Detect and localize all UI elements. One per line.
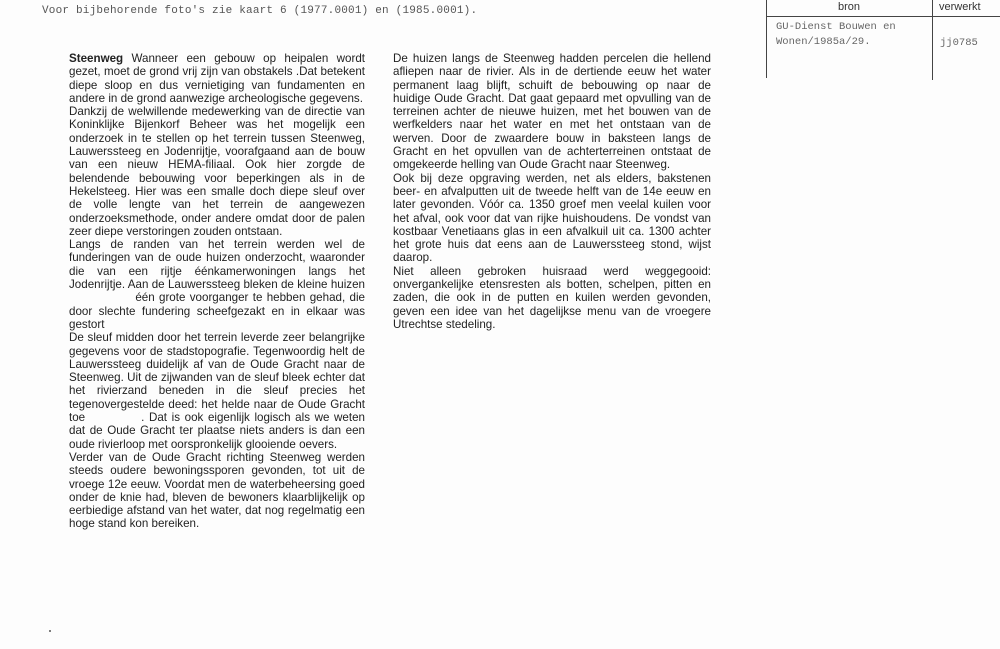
paragraph-text: Wanneer een gebouw op heipalen wordt gezet, moet de grond vrij zijn van obstakels .Dat betekent diepe sloop en dus vernietiging van fundamenten en andere in de grond aanwezige archeologische gegevens. (69, 52, 365, 105)
table-border-left (766, 0, 767, 78)
paragraph: Dankzij de welwillende medewerking van de directie van Koninklijke Bijenkorf Beheer was het mogelijk een onderzoek in te stellen op het terrein tussen Steenweg, Lauwerssteeg en Jodenrijtje, voorafgaand aan de bouw van een nieuw HEMA-filiaal. Ook hier zorgde de belendende bebouwing voor beperkingen als in de Hekelsteeg. Hier was een smalle doch diepe sleuf over de volle lengte van het terrein de aangewezen onderzoeksmethode, onder andere omdat door de palen zeer diepe verstoringen zouden ontstaan. (69, 105, 365, 238)
table-header-bron: bron (838, 1, 861, 13)
article-column-left (69, 52, 365, 531)
source-verwerkt-value: jj0785 (940, 37, 978, 49)
paragraph-text: één grote voorganger te hebben gehad, die door slechte fundering scheefgezakt en in elkaar was gestort (69, 291, 365, 331)
paragraph-text: De sleuf midden door het terrein leverde zeer belangrijke gegevens voor de stadstopografie. Tegenwoordig helt de Lauwerssteeg duidelijk af van de Oude Gracht naar de Steenweg. Uit de zijwanden van de sleuf bleek echter dat het rivierzand beneden in die sleuf precies het tegenovergestelde deed: het helde naar de Oude Gracht toe (69, 331, 365, 425)
source-bron-line-2: Wonen/1985a/29. (776, 36, 871, 48)
table-column-divider (932, 0, 933, 80)
paragraph (69, 238, 365, 331)
paragraph: Niet alleen gebroken huisraad werd weggegooid: onvergankelijke etensresten als botten, schelpen, pitten en zaden, die ook in de putten en kuilen werden gevonden, geven een idee van het dagelijkse menu van de vroegere Utrechtse stedeling. (393, 264, 711, 331)
paragraph-text: . Dat is ook eigenlijk logisch als we weten dat de Oude Gracht ter plaatse niets anders is dan een oude rivierloop met oorspronkelijk glooiende oevers. (69, 411, 365, 451)
scan-speck (49, 630, 51, 632)
photo-reference-line: Voor bijbehorende foto's zie kaart 6 (1977.0001) en (1985.0001). (42, 5, 478, 17)
paragraph (69, 52, 365, 105)
paragraph: Verder van de Oude Gracht richting Steenweg werden steeds oudere bewoningssporen gevonden, tot uit de vroege 12e eeuw. Voordat men de waterbeheersing goed onder de knie had, bleven de bewoners klaarblijkelijk op eerbiedige afstand van het water, dat nog regelmatig een hoge stand kon bereiken. (69, 450, 365, 531)
paragraph-text: Langs de randen van het terrein werden wel de funderingen van de oude huizen onderzocht, waaronder die van een rijtje éénkamerwoningen langs het Jodenrijtje. Aan de Lauwerssteeg bleken de kleine huizen (69, 238, 365, 292)
table-header-verwerkt: verwerkt (939, 1, 981, 13)
source-table (766, 0, 1000, 78)
paragraph: Ook bij deze opgraving werden, net als elders, bakstenen beer- en afvalputten uit de tweede helft van de 14e eeuw en later gevonden. Vóór ca. 1350 groef men veelal kuilen voor het afval, ook voor dat van rijke huishoudens. De vondst van kostbaar Venetiaans glas in een afvalkuil uit ca. 1300 achter het grote huis dat eens aan de Lauwerssteeg stond, wijst daarop. (393, 171, 711, 265)
table-header-divider (766, 16, 1000, 17)
article-lead-word: Steenweg (69, 52, 124, 65)
paragraph: De huizen langs de Steenweg hadden percelen die hellend afliepen naar de rivier. Als in de dertiende eeuw het water permanent laag blijft, schuift de bebouwing op naar de huidige Oude Gracht. Dat gaat gepaard met opvulling van de terreinen achter de nieuwe huizen, met het bouwen van de werfkelders naar het water en met het ontstaan van de werven. Door de zwaardere bouw in baksteen langs de Gracht en het opvullen van de achterterreinen ontstaat de omgekeerde helling van Oude Gracht naar Steenweg. (393, 52, 711, 172)
paragraph (69, 331, 365, 451)
source-bron-line-1: GU-Dienst Bouwen en (776, 21, 896, 33)
article-column-right (393, 52, 711, 331)
